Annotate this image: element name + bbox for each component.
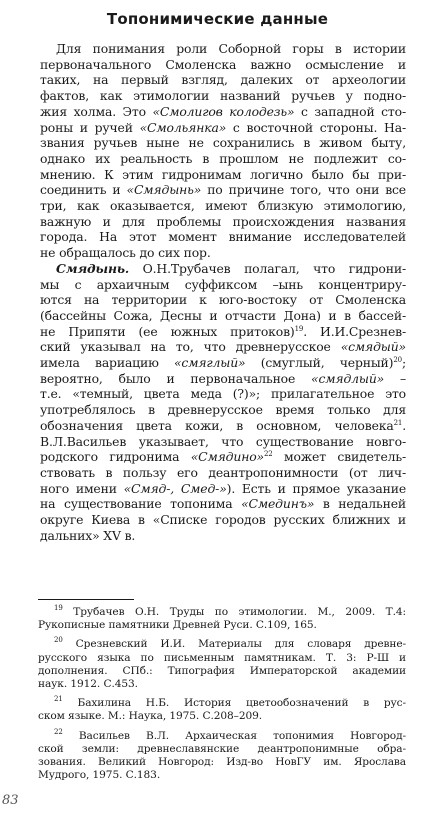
italic-term: «Смядино» bbox=[190, 449, 264, 465]
text-line: Мудрого, 1975. С.183. bbox=[38, 769, 161, 782]
text-line: важную и для проблемы происхождения названия bbox=[40, 213, 406, 229]
italic-term: «смядлый» bbox=[311, 370, 385, 386]
footnote-21 bbox=[38, 697, 406, 723]
footnote-rule bbox=[38, 599, 134, 600]
text-line: мнению. К этим гидронимам логично было бы при- bbox=[40, 166, 406, 182]
text-line: Для понимания роли Соборной горы в истории bbox=[56, 41, 406, 56]
italic-term: «смяглый» bbox=[174, 355, 246, 371]
text-line: мы с архаичным суффиксом –ынь концентриру- bbox=[40, 276, 406, 292]
text-line: ствовать в пользу его деантропонимности (от лич- bbox=[40, 464, 406, 480]
text-line: звания ручьев ныне не сохранились в живом быту, bbox=[40, 135, 406, 151]
body-text bbox=[38, 41, 406, 544]
text-line: $^{19}$ Трубачев О.Н. Труды по этимологии. М., 2009. Т.4: bbox=[54, 604, 406, 618]
text-line: роны и ручей «Смольянка» с восточной стороны. На- bbox=[40, 119, 406, 135]
text-line: ного имени «Смяд-, Смед-»). Есть и прямое указание bbox=[40, 480, 406, 496]
text-line: т.е. «темный, цвета меда (?)»; прилагательное это bbox=[40, 386, 406, 402]
paragraph-intro bbox=[38, 41, 406, 261]
footnote-19 bbox=[38, 606, 406, 632]
footnotes bbox=[38, 606, 406, 788]
text-line: не Припяти (ее южных притоков)$^{19}$. И.И.Срезнев- bbox=[40, 323, 406, 339]
footnote-ref[interactable]: 20 bbox=[54, 636, 63, 645]
footnote-20 bbox=[38, 638, 406, 691]
text-line: три, как оказывается, имеют близкую этимологию, bbox=[40, 198, 406, 214]
text-line: однако их реальность в прошлом не подлежит со- bbox=[40, 150, 406, 166]
text-line: округе Киева в «Списке городов русских ближних и bbox=[40, 512, 406, 528]
text-line: дополнения. СПб.: Типография Императорской академии bbox=[38, 664, 406, 677]
text-line: таких, на первый взгляд, далеких от археологии bbox=[40, 72, 406, 88]
text-line: $^{22}$ Васильев В.Л. Архаическая топонимия Новгород- bbox=[54, 727, 406, 742]
italic-term: «Смядынь» bbox=[126, 182, 202, 198]
run-in-heading: Смядынь. bbox=[56, 260, 130, 276]
text-line: $^{20}$ Срезневский И.И. Материалы для словаря древне- bbox=[54, 636, 406, 651]
text-line: не обращалось до сих пор. bbox=[40, 245, 211, 261]
text-line: имела вариацию «смяглый» (смуглый, черный)$^{20}$; bbox=[40, 355, 406, 371]
text-line: ются на территории к юго-востоку от Смоленска bbox=[40, 292, 406, 308]
footnote-ref[interactable]: 22 bbox=[54, 727, 63, 736]
text-line: зования. Великий Новгород: Изд-во НовГУ им. Ярослава bbox=[38, 756, 406, 769]
text-line: Смядынь. О.Н.Трубачев полагал, что гидрони- bbox=[56, 260, 406, 276]
footnote-ref[interactable]: 20 bbox=[393, 356, 402, 365]
italic-term: «смядый» bbox=[340, 339, 406, 355]
text-line: ский указывал на то, что древнерусское «смядый» bbox=[40, 339, 406, 355]
text-line: обозначения цвета кожи, в основном, человека$^{21}$. bbox=[40, 417, 406, 433]
footnote-ref[interactable]: 19 bbox=[54, 604, 63, 612]
text-line: Рукописные памятники Древней Руси. С.109, 165. bbox=[38, 619, 317, 632]
footnote-ref[interactable]: 21 bbox=[54, 695, 63, 704]
page-number: 83 bbox=[2, 793, 19, 808]
text-line: ском языке. М.: Наука, 1975. С.208–209. bbox=[38, 710, 263, 723]
text-line: жия холма. Это «Смолигов колодезь» с западной сто- bbox=[40, 103, 406, 119]
italic-term: «Смединъ» bbox=[241, 496, 315, 512]
italic-term: «Смяд-, Смед-» bbox=[123, 480, 227, 496]
text-line: (бассейны Сожа, Десны и отчасти Дона) и в бассей- bbox=[40, 307, 406, 323]
text-line: употреблялось в древнерусское время только для bbox=[40, 402, 406, 418]
italic-term: «Смольянка» bbox=[139, 119, 227, 135]
text-line: ской земли: древнеславянские деантропонимные обра- bbox=[38, 742, 406, 755]
text-line: наук. 1912. С.453. bbox=[38, 678, 138, 691]
text-line: родского гидронима «Смядино»$^{22}$ может свидетель- bbox=[40, 449, 406, 465]
text-line: русского языка по письменным памятникам. Т. 3: Р-Ш и bbox=[38, 651, 406, 664]
text-line: вероятно, было и первоначальное «смядлый» – bbox=[40, 370, 406, 386]
text-line: соединить и «Смядынь» по причине того, что они все bbox=[40, 182, 406, 198]
text-line: фактов, как этимологии названий ручьев у подно- bbox=[40, 88, 406, 104]
text-line: на существование топонима «Смединъ» в недальней bbox=[40, 496, 406, 512]
footnote-22 bbox=[38, 727, 406, 783]
italic-term: «Смолигов колодезь» bbox=[152, 103, 295, 119]
paragraph-smyadyn bbox=[38, 261, 406, 544]
text-line: города. На этот момент внимание исследователей bbox=[40, 229, 406, 245]
text-line: дальних» XV в. bbox=[40, 527, 136, 543]
footnote-ref[interactable]: 19 bbox=[294, 324, 304, 333]
footnote-ref[interactable]: 22 bbox=[263, 450, 273, 459]
footnote-ref[interactable]: 21 bbox=[393, 418, 403, 427]
section-heading: Топонимические данные bbox=[106, 10, 329, 28]
text-line: В.Л.Васильев указывает, что существование новго- bbox=[40, 433, 406, 449]
text-line: $^{21}$ Бахилина Н.Б. История цветообозначений в рус- bbox=[54, 695, 406, 710]
text-line: первоначального Смоленска важно осмысление и bbox=[40, 56, 406, 72]
